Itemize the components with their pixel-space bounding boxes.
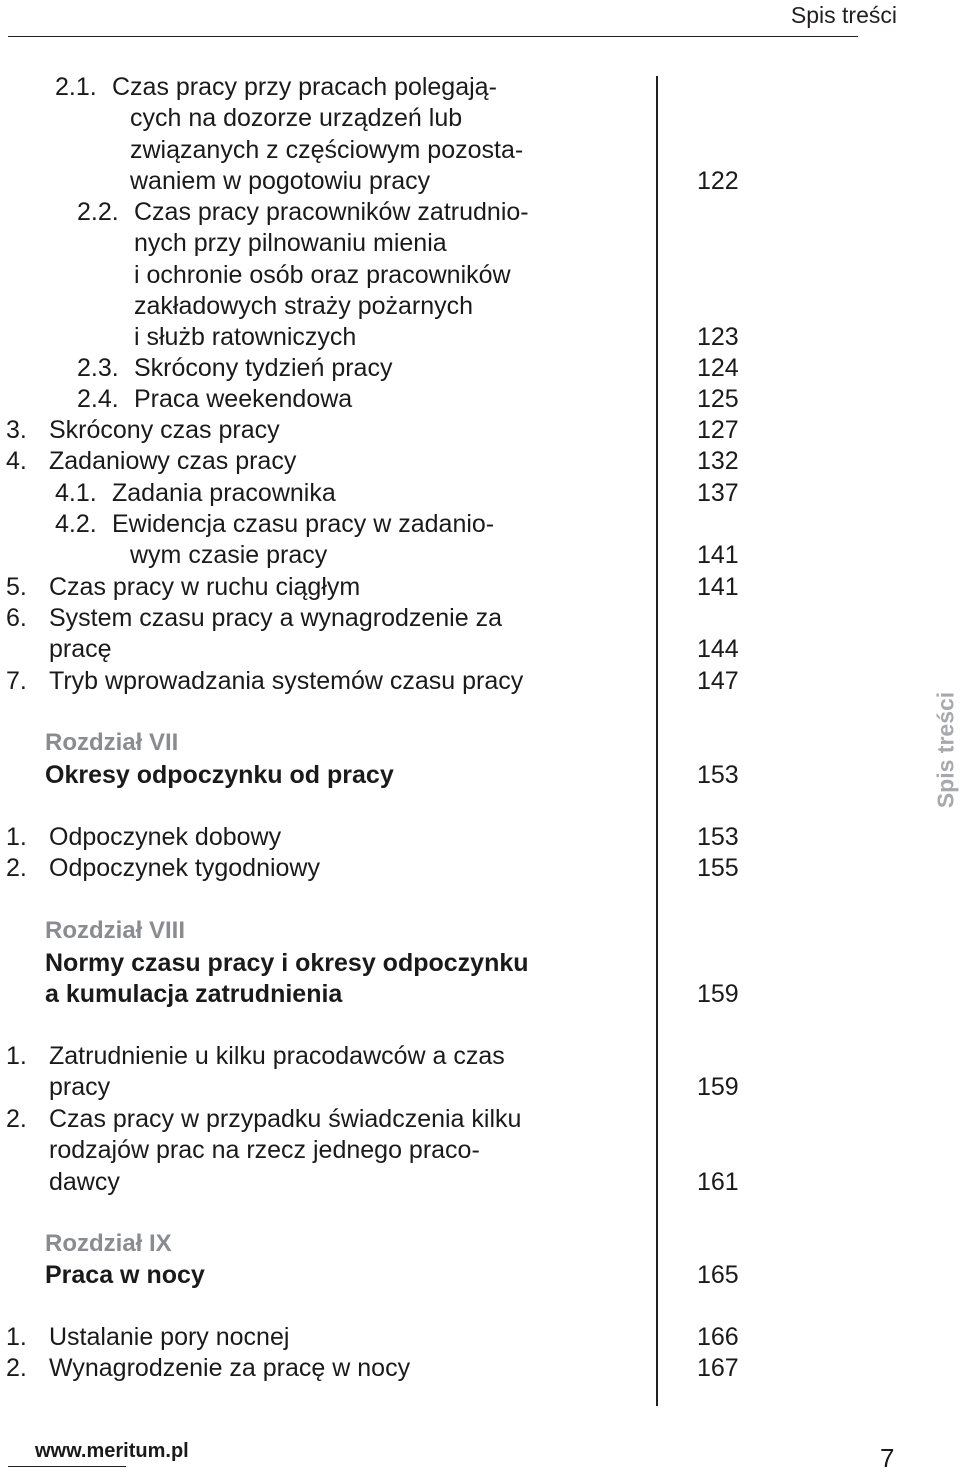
chapter-label: Rozdział VII [45, 729, 179, 756]
chapter-item-text[interactable]: Czas pracy w przypadku świadczenia kilku [49, 1105, 522, 1133]
chapter-label: Rozdział VIII [45, 917, 186, 944]
toc-entry-page: 124 [697, 354, 739, 382]
chapter-item-text[interactable]: Ustalanie pory nocnej [49, 1323, 290, 1351]
chapter-item-text[interactable]: Odpoczynek dobowy [49, 823, 282, 851]
toc-entry-text[interactable]: Czas pracy przy pracach polegają- [112, 73, 497, 101]
toc-entry-page: 132 [697, 447, 739, 475]
toc-entry-text[interactable]: wym czasie pracy [130, 541, 328, 570]
side-tab [913, 680, 960, 820]
running-header-title: Spis treści [790, 2, 897, 28]
toc-entry-text[interactable]: Zadania pracownika [112, 479, 336, 507]
toc-entry-number: 2.3. [77, 354, 119, 382]
toc-entry-number: 6. [6, 604, 27, 632]
toc-entry-text[interactable]: waniem w pogotowiu pracy [130, 166, 431, 195]
toc-entry-text[interactable]: nych przy pilnowaniu mienia [134, 229, 447, 258]
toc-entry-number: 4.2. [55, 510, 97, 538]
chapter-item-page: 159 [697, 1073, 739, 1102]
toc-entry-number: 2.4. [77, 385, 119, 413]
toc-entry-page: 141 [697, 573, 739, 601]
toc-entry-text[interactable]: Czas pracy pracowników zatrudnio- [134, 198, 529, 226]
chapter-page: 153 [697, 761, 739, 789]
chapter-item-text[interactable]: rodzajów prac na rzecz jednego praco- [49, 1136, 480, 1165]
chapter-item-number: 2. [6, 1354, 27, 1382]
page-column-divider [656, 76, 658, 1406]
chapter-item-page: 166 [697, 1323, 739, 1351]
toc-entry-text[interactable]: cych na dozorze urządzeń lub [130, 104, 463, 133]
toc-entry-page: 127 [697, 416, 739, 444]
toc-entry-page: 122 [697, 166, 739, 195]
chapter-item-text[interactable]: pracy [49, 1073, 111, 1102]
chapter-title[interactable]: Normy czasu pracy i okresy odpoczynku [45, 949, 529, 977]
chapter-title[interactable]: Okresy odpoczynku od pracy [45, 761, 394, 789]
chapter-item-number: 1. [6, 1323, 27, 1351]
chapter-item-page: 167 [697, 1354, 739, 1382]
toc-entry-page: 125 [697, 385, 739, 413]
toc-entry-text[interactable]: Tryb wprowadzania systemów czasu pracy [49, 667, 524, 695]
toc-entry-text[interactable]: Praca weekendowa [134, 385, 353, 413]
side-tab-label: Spis treści [932, 691, 959, 809]
toc-entry-number: 4.1. [55, 479, 97, 507]
chapter-page: 165 [697, 1261, 739, 1289]
toc-entry-page: 147 [697, 667, 739, 695]
toc-entry-text[interactable]: Czas pracy w ruchu ciągłym [49, 573, 361, 601]
chapter-item-number: 1. [6, 1042, 27, 1070]
chapter-item-page: 153 [697, 823, 739, 851]
toc-entry-page: 137 [697, 479, 739, 507]
chapter-item-text[interactable]: dawcy [49, 1167, 120, 1196]
toc-entry-number: 5. [6, 573, 27, 601]
chapter-item-text[interactable]: Wynagrodzenie za pracę w nocy [49, 1354, 411, 1382]
toc-entry-text[interactable]: Ewidencja czasu pracy w zadanio- [112, 510, 495, 538]
toc-entry-text[interactable]: Skrócony czas pracy [49, 416, 280, 444]
footer-divider [8, 1466, 126, 1467]
footer-page-number: 7 [880, 1443, 895, 1473]
toc-entry-page: 144 [697, 635, 739, 664]
toc-entry-page: 141 [697, 541, 739, 570]
chapter-label: Rozdział IX [45, 1230, 172, 1257]
chapter-item-text[interactable]: Odpoczynek tygodniowy [49, 854, 320, 882]
toc-entry-text[interactable]: związanych z częściowym pozosta- [130, 135, 524, 164]
chapter-title[interactable]: a kumulacja zatrudnienia [45, 980, 343, 1009]
toc-entry-number: 2.1. [55, 73, 97, 101]
chapter-item-number: 2. [6, 1105, 27, 1133]
toc-entry-text[interactable]: Skrócony tydzień pracy [134, 354, 393, 382]
footer-url[interactable]: www.meritum.pl [35, 1440, 189, 1462]
header-divider [8, 36, 858, 37]
chapter-item-page: 161 [697, 1167, 739, 1196]
toc-entry-number: 2.2. [77, 198, 119, 226]
toc-entry-text[interactable]: Zadaniowy czas pracy [49, 447, 297, 475]
toc-entry-number: 3. [6, 416, 27, 444]
chapter-title[interactable]: Praca w nocy [45, 1261, 205, 1289]
toc-entry-text[interactable]: i ochronie osób oraz pracowników [134, 260, 511, 289]
toc-entry-text[interactable]: i służb ratowniczych [134, 323, 357, 352]
toc-entry-text[interactable]: zakładowych straży pożarnych [134, 291, 474, 320]
chapter-item-text[interactable]: Zatrudnienie u kilku pracodawców a czas [49, 1042, 505, 1070]
chapter-item-page: 155 [697, 854, 739, 882]
toc-entry-number: 4. [6, 447, 27, 475]
toc-entry-page: 123 [697, 323, 739, 352]
chapter-item-number: 2. [6, 854, 27, 882]
chapter-item-number: 1. [6, 823, 27, 851]
toc-entry-text[interactable]: pracę [49, 635, 112, 664]
toc-entry-text[interactable]: System czasu pracy a wynagrodzenie za [49, 604, 502, 632]
chapter-page: 159 [697, 980, 739, 1009]
toc-entry-number: 7. [6, 667, 27, 695]
